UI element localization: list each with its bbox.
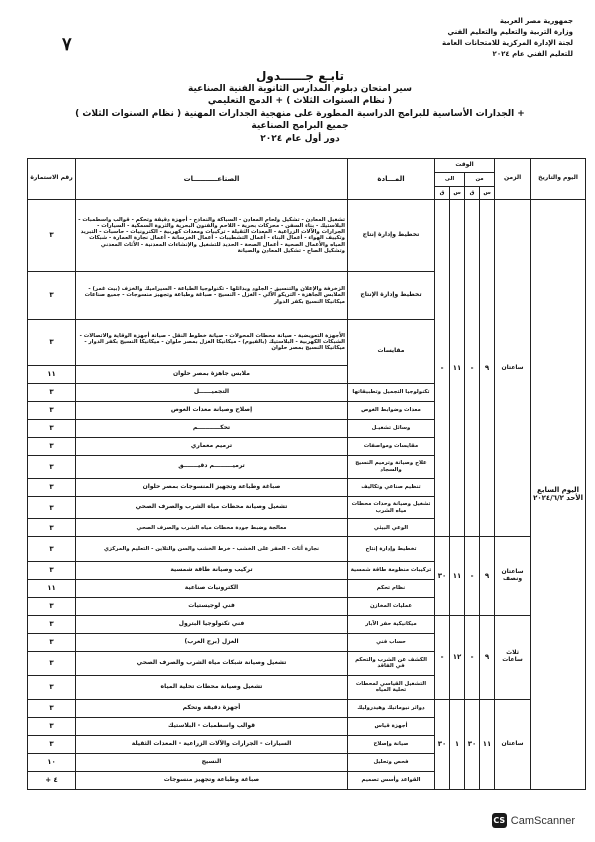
subject-cell: مقايسات xyxy=(348,320,435,384)
industries-cell: ترميـــــــــم دقيـــــــق xyxy=(76,455,348,478)
subject-cell: وسائل تشغيـل xyxy=(348,419,435,437)
to-minute-cell: - xyxy=(435,199,450,537)
title-block xyxy=(40,70,560,146)
title-line-4: + الجدارات الأساسية للبرامج الدراسية المطورة على منهجية الجدارات المهنية ( نظام السنوات الثلاث ) xyxy=(75,108,525,119)
from-minute-cell: - xyxy=(465,199,480,537)
form-number-cell: ٣ xyxy=(28,675,76,699)
header-subject: المـــادة xyxy=(348,159,435,200)
subject-cell: الكشف عن الشرب والتحكم في الفاقد xyxy=(348,651,435,675)
subject-cell: الوعي البيئي xyxy=(348,519,435,537)
industries-cell: الأجهزة التعويضية - صيانة محطات المحولات - صيانة خطوط النقل - صيانة أجهزة الوقاية والاتصالات - الشبكات الكهربية - البلاستيك (بالفيوم) - ميكانيكا الغزل بمصر حلوان - ميكانيكا النسيج بكفر الدوار - ميكانيكا النسيج بمصر حلوان xyxy=(76,320,348,366)
form-number-cell: ٣ xyxy=(28,615,76,633)
from-hour-cell: ٩ xyxy=(480,537,495,615)
form-number-cell: ٣ xyxy=(28,419,76,437)
industries-cell: التجميــــــل xyxy=(76,383,348,401)
ministry-header xyxy=(373,16,573,60)
form-number-cell: ٣ xyxy=(28,537,76,561)
camscanner-watermark xyxy=(492,813,575,828)
subject-cell: القواعد وأسس تصميم xyxy=(348,771,435,789)
form-number-cell: ٣ xyxy=(28,496,76,519)
industries-cell: النسيج xyxy=(76,753,348,771)
subject-cell: ميكانيكية حفر الآبار xyxy=(348,615,435,633)
to-minute-cell: - xyxy=(435,615,450,699)
to-hour-cell: ١١ xyxy=(450,537,465,615)
subject-cell: علاج وصيانة وترميم النسيج والسجاد xyxy=(348,455,435,478)
industries-cell: فني لوجيستيات xyxy=(76,597,348,615)
form-number-cell: ٣ xyxy=(28,717,76,735)
industries-cell: تحكـــــــــــم xyxy=(76,419,348,437)
camscanner-icon: CS xyxy=(492,813,507,828)
header-from-hour: س xyxy=(480,186,495,199)
form-number-cell: ٣ xyxy=(28,519,76,537)
from-minute-cell: - xyxy=(465,615,480,699)
from-minute-cell: - xyxy=(465,537,480,615)
header-row-1 xyxy=(28,159,586,173)
subject-cell: فحص وتحليل xyxy=(348,753,435,771)
schedule-table xyxy=(27,158,586,790)
industries-cell: معالجة وضبط جودة محطات مياه الشرب والصرف الصحي xyxy=(76,519,348,537)
subject-cell: تشغيل وصيانة وحدات محطات مياه الشرب xyxy=(348,496,435,519)
subject-cell: تنظيم صناعي وتكاليف xyxy=(348,478,435,496)
form-number-cell: ٣ xyxy=(28,455,76,478)
form-number-cell: ٣ xyxy=(28,271,76,319)
day-cell: اليوم السابع الأحد ٢٠٢٤/٦/٢ xyxy=(531,199,586,789)
header-to-minute: ق xyxy=(435,186,450,199)
subject-cell: دوائر نيوماتيك وهيدروليك xyxy=(348,699,435,717)
form-number-cell: ٣ xyxy=(28,633,76,651)
header-from: من xyxy=(465,173,495,186)
subject-cell: معدات وضوابط الغوص xyxy=(348,401,435,419)
from-hour-cell: ٩ xyxy=(480,199,495,537)
industries-cell: نجارة أثاث - الحفر على الخشب - خرط الخشب والسن والتلاين - التعليم والمركزي xyxy=(76,537,348,561)
form-number-cell: ٤ + xyxy=(28,771,76,789)
industries-cell: الكترونيات صناعية xyxy=(76,579,348,597)
subject-cell: تخطيط وإدارة إنتاج xyxy=(348,537,435,561)
industries-cell: إصلاح وصيانة معدات الغوص xyxy=(76,401,348,419)
form-number-cell: ٣ xyxy=(28,199,76,271)
subject-cell: تخطيط وإدارة الإنتاج xyxy=(348,271,435,319)
subject-cell: أجهزة قياس xyxy=(348,717,435,735)
title-line-5: جميع البرامج الصناعية xyxy=(251,121,349,132)
subject-cell: نظام تحكم xyxy=(348,579,435,597)
page-number: ٧ xyxy=(62,34,72,55)
industries-cell: ملابس جاهزة بمصر حلوان xyxy=(76,365,348,383)
title-line-1: تابـع جــــــدول xyxy=(255,69,345,83)
form-number-cell: ٣ xyxy=(28,478,76,496)
subject-cell: تخطيط وإدارة إنتاج xyxy=(348,199,435,271)
industries-cell: تركيب وصيانة طاقة شمسية xyxy=(76,561,348,579)
camscanner-label: CamScanner xyxy=(510,814,575,827)
subject-cell: تركيبات منظومة طاقة شمسية xyxy=(348,561,435,579)
industries-cell: صباغة وطباعة وتجهيز المنسوجات بمصر حلوان xyxy=(76,478,348,496)
industries-cell: قوالب واسطمبات - البلاستيك xyxy=(76,717,348,735)
to-hour-cell: ١١ xyxy=(450,199,465,537)
subject-cell: التشغيل القياسي لمحطات تحلية المياه xyxy=(348,675,435,699)
form-number-cell: ٣ xyxy=(28,437,76,455)
form-number-cell: ١٠ xyxy=(28,753,76,771)
form-number-cell: ٣ xyxy=(28,597,76,615)
title-line-6: دور أول عام ٢٠٢٤ xyxy=(260,133,340,144)
ministry-line: وزارة التربية والتعليم والتعليم الفني xyxy=(447,28,573,36)
header-time: الوقت xyxy=(435,159,495,173)
form-number-cell: ٣ xyxy=(28,735,76,753)
from-hour-cell: ٩ xyxy=(480,615,495,699)
ministry-line: لجنة الإدارة المركزية للامتحانات العامة xyxy=(442,39,573,47)
subject-cell: حساب فني xyxy=(348,633,435,651)
industries-cell: صباغة وطباعة وتجهيز منسوجات xyxy=(76,771,348,789)
subject-cell: تكنولوجيا التجميل وتطبيقاتها xyxy=(348,383,435,401)
industries-cell: أجهزة دقيقة وتحكم xyxy=(76,699,348,717)
header-to-hour: س xyxy=(450,186,465,199)
table-row xyxy=(28,615,586,633)
header-from-minute: ق xyxy=(465,186,480,199)
industries-cell: تشغيل المعادن - تشكيل ولحام المعادن - السباكة والنماذج - أجهزة دقيقة وتحكم - قوالب واسطمبات - البلاستيك - بناء السفن - محركات بحرية - اللاحم والفنون البحرية والثروة السمكية - السيارات - الجرارات والآلات الزراعية - المعدات الثقيلة - تركيبات ومعدات كهربية - الكترونيات - حاسبات - التبريد وتكييف الهواء - أعمال البناء - أعمال التشطيبات - أعمال الخرسانة - أعمال نجارة العمارة - شبكات المياه والأعمال الصحية - أعمال الصحة - الحديد للتشغيل والإنشاءات المعدنية - الأثاث المعدني وتشكيل الصاج - تشكيل المعادن والصيانة xyxy=(76,199,348,271)
industries-cell: الغزل (برج العرب) xyxy=(76,633,348,651)
duration-cell: ساعتان xyxy=(495,199,531,537)
to-minute-cell: ٣٠ xyxy=(435,537,450,615)
industries-cell: تشغيل وصيانة محطات مياه الشرب والصرف الصحي xyxy=(76,496,348,519)
subject-cell: عمليات المخازن xyxy=(348,597,435,615)
from-hour-cell: ١١ xyxy=(480,699,495,789)
form-number-cell: ٣ xyxy=(28,383,76,401)
form-number-cell: ١١ xyxy=(28,579,76,597)
form-number-cell: ٣ xyxy=(28,651,76,675)
title-line-2: سير امتحان دبلوم المدارس الثانوية الفنية الصناعية xyxy=(188,83,412,94)
industries-cell: ترميم معماري xyxy=(76,437,348,455)
form-number-cell: ٣ xyxy=(28,561,76,579)
header-day-date: اليوم والتاريخ xyxy=(531,159,586,200)
table-row xyxy=(28,699,586,717)
ministry-line: للتعليم الفني عام ٢٠٢٤ xyxy=(492,50,573,58)
ministry-line: جمهورية مصر العربية xyxy=(499,17,573,25)
from-minute-cell: ٣٠ xyxy=(465,699,480,789)
industries-cell: تشغيل وصيانة محطات تحلية المياه xyxy=(76,675,348,699)
to-hour-cell: ١٢ xyxy=(450,615,465,699)
header-to: الى xyxy=(435,173,465,186)
form-number-cell: ٣ xyxy=(28,401,76,419)
duration-cell: ثلاث ساعات xyxy=(495,615,531,699)
industries-cell: تشغيل وصيانة شبكات مياه الشرب والصرف الصحي xyxy=(76,651,348,675)
subject-cell: صيانة وإصلاح xyxy=(348,735,435,753)
form-number-cell: ٣ xyxy=(28,320,76,366)
header-industries: الصناعــــــــــات xyxy=(76,159,348,200)
to-minute-cell: ٣٠ xyxy=(435,699,450,789)
header-form-no: رقم الاستمارة xyxy=(28,159,76,200)
table-row xyxy=(28,537,586,561)
industries-cell: السيارات - الجرارات والآلات الزراعية - المعدات الثقيلة xyxy=(76,735,348,753)
duration-cell: ساعتان xyxy=(495,699,531,789)
form-number-cell: ١١ xyxy=(28,365,76,383)
industries-cell: فني تكنولوجيا البترول xyxy=(76,615,348,633)
table-row xyxy=(28,199,586,271)
title-line-3: ( نظام السنوات الثلاث ) + الدمج التعليمي xyxy=(207,96,393,107)
industries-cell: الزخرفة والإعلان والتنسيق - الجلود وبدائلها - تكنولوجيا الطباعة - السيراميك والخزف (بيت غمر) - الملابس الجاهزة - التريكو الآلي - الغزل - النسيج - صباغة وطباعة وتجهيز منسوجات - جميع صناعات ميكانيكا النسيج بكفر الدوار xyxy=(76,271,348,319)
to-hour-cell: ١ xyxy=(450,699,465,789)
subject-cell: مقايسات ومواصفات xyxy=(348,437,435,455)
header-duration: الزمن xyxy=(495,159,531,200)
duration-cell: ساعتان ونصف xyxy=(495,537,531,615)
form-number-cell: ٣ xyxy=(28,699,76,717)
